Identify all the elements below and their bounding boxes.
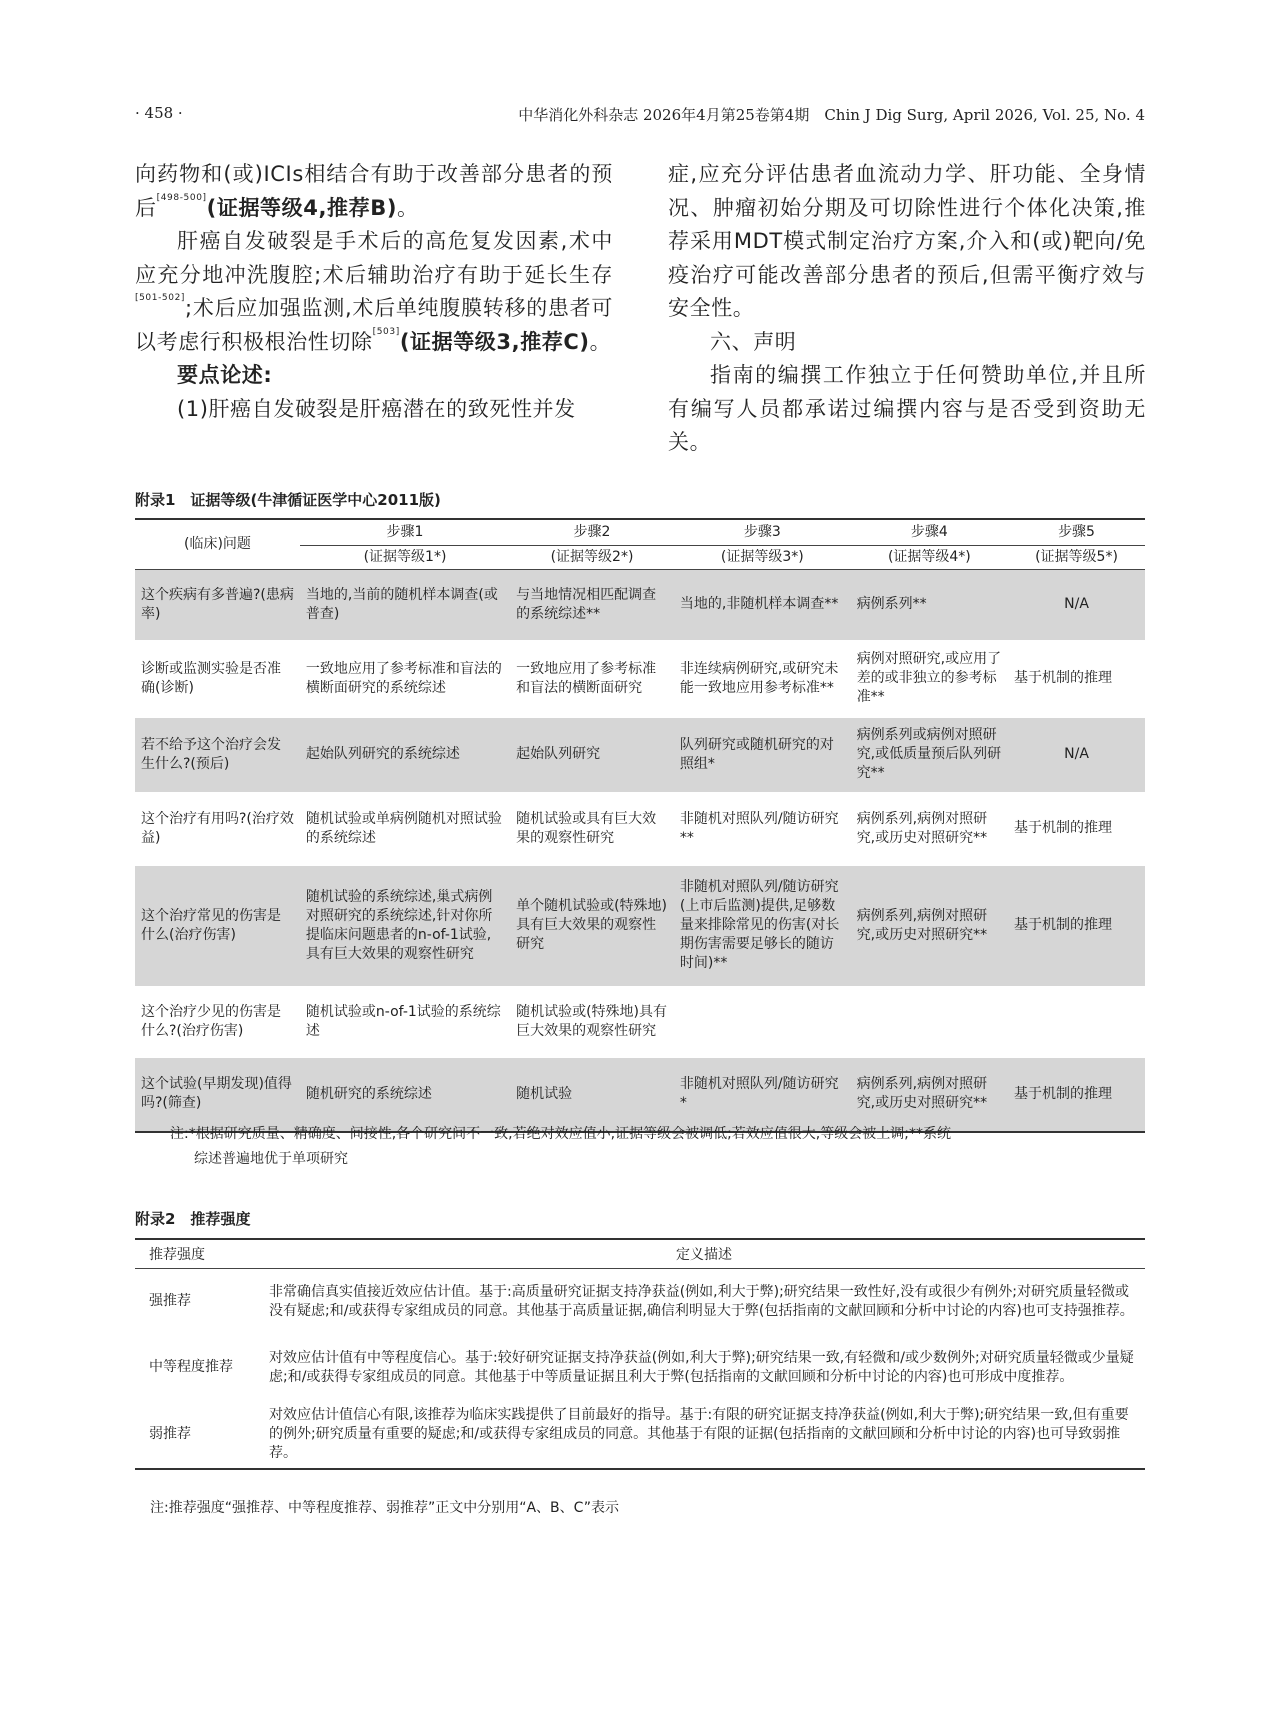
punctuation: 。 [589, 329, 612, 354]
cell-step3: 队列研究或随机研究的对照组* [674, 718, 851, 792]
table2-note: 注:推荐强度“强推荐、中等程度推荐、弱推荐”正文中分别用“A、B、C”表示 [150, 1500, 619, 1516]
cell-step5: 基于机制的推理 [1014, 820, 1113, 836]
cell-question: 这个疾病有多普遍?(患病率) [135, 570, 300, 640]
table-row [135, 792, 1145, 866]
recommendation-strength-table [135, 1238, 1145, 1470]
table-row [135, 1058, 1145, 1132]
left-text-column [135, 158, 613, 426]
cell-step3: 非随机对照队列/随访研究** [679, 810, 839, 846]
cell-step4: 病例系列,病例对照研究,或历史对照研究** [851, 866, 1008, 986]
header-step: 步骤4 [851, 519, 1008, 546]
paragraph [135, 158, 613, 225]
cell-definition: 对效应估计值信心有限,该推荐为临床实践提供了目前最好的指导。基于:有限的研究证据支持净获益(例如,利大于弊);研究结果一致,但有重要的例外;研究质量有重要的疑虑;和/或获得专家组成员的同意。其他基于有限的证据(包括指南的文献回顾和分析中讨论的内容)也可导致弱推荐。 [269, 1406, 1129, 1461]
cell-question: 诊断或监测实验是否准确(诊断) [141, 660, 281, 696]
cell-strength: 强推荐 [149, 1293, 191, 1310]
cell-question: 若不给予这个治疗会发生什么?(预后) [135, 718, 300, 792]
paragraph: (1)肝癌自发破裂是肝癌潜在的致死性并发 [177, 396, 576, 421]
cell-step2: 随机试验或(特殊地)具有巨大效果的观察性研究 [516, 1003, 668, 1039]
paragraph-text: ;术后应加强监测,术后单纯腹膜转移的患者可以考虑行积极根治性切除 [135, 296, 613, 354]
note-line: 综述普遍地优于单项研究 [194, 1151, 348, 1167]
cell-step5 [1008, 986, 1145, 1058]
cell-step1: 随机试验或n-of-1试验的系统综述 [305, 1003, 501, 1039]
evidence-level: (证据等级3,推荐C) [399, 329, 590, 354]
cell-step4 [851, 986, 1008, 1058]
section-heading: 六、声明 [710, 329, 797, 354]
header-level: (证据等级1*) [300, 546, 510, 570]
paragraph [135, 225, 613, 359]
cell-step4: 病例系列,病例对照研究,或历史对照研究** [856, 810, 988, 846]
table-row [135, 640, 1145, 718]
cell-step2: 一致地应用了参考标准和盲法的横断面研究 [516, 660, 657, 696]
note-line: 注:*根据研究质量、精确度、间接性,各个研究间不一致,若绝对效应值小,证据等级会被调低;若效应值很大,等级会被上调;**系统 [170, 1126, 951, 1142]
cell-step2: 随机试验或具有巨大效果的观察性研究 [516, 810, 657, 846]
cell-step2: 与当地情况相匹配调查的系统综述** [510, 570, 674, 640]
table-row [135, 866, 1145, 986]
header-step: 步骤1 [300, 519, 510, 546]
right-text-column [668, 158, 1146, 460]
cell-step2: 起始队列研究 [510, 718, 674, 792]
header-level: (证据等级2*) [510, 546, 674, 570]
cell-strength: 中等程度推荐 [149, 1359, 233, 1375]
header-level: (证据等级3*) [674, 546, 851, 570]
cell-step4: 病例系列,病例对照研究,或历史对照研究** [851, 1058, 1008, 1132]
header-definition: 定义描述 [263, 1239, 1145, 1269]
cell-step3 [674, 986, 851, 1058]
table-row [135, 1401, 1145, 1469]
cell-definition: 非常确信真实值接近效应估计值。基于:高质量研究证据支持净获益(例如,利大于弊);研究结果一致性好,没有或很少有例外;对研究质量轻微或没有疑虑;和/或获得专家组成员的同意。其他基于高质量证据,确信利明显大于弊(包括指南的文献回顾和分析中讨论的内容)也可支持强推荐。 [269, 1283, 1134, 1319]
header-question: (临床)问题 [135, 519, 300, 570]
cell-step5: 基于机制的推理 [1008, 1058, 1145, 1132]
running-header [135, 104, 1145, 126]
cell-step1: 起始队列研究的系统综述 [300, 718, 510, 792]
header-step: 步骤3 [674, 519, 851, 546]
punctuation: 。 [397, 195, 419, 220]
cell-step5: N/A [1008, 570, 1145, 640]
cell-step1: 当地的,当前的随机样本调查(或普查) [300, 570, 510, 640]
cell-question: 这个治疗少见的伤害是什么?(治疗伤害) [141, 1003, 281, 1039]
table-row [135, 1335, 1145, 1401]
cell-step2: 随机试验 [510, 1058, 674, 1132]
cell-step4: 病例对照研究,或应用了差的或非独立的参考标准** [856, 651, 1002, 705]
cell-step2: 单个随机试验或(特殊地)具有巨大效果的观察性研究 [510, 866, 674, 986]
page-number: · 458 · [135, 104, 183, 122]
cell-question: 这个试验(早期发现)值得吗?(筛查) [135, 1058, 300, 1132]
table2-title: 附录2 推荐强度 [135, 1210, 251, 1228]
header-level: (证据等级5*) [1008, 546, 1145, 570]
cell-step4: 病例系列** [851, 570, 1008, 640]
cell-step1: 随机研究的系统综述 [300, 1058, 510, 1132]
paragraph-text: 向药物和(或)ICIs相结合有助于改善部分患者的预后 [135, 162, 613, 220]
cell-definition: 对效应估计值有中等程度信心。基于:较好研究证据支持净获益(例如,利大于弊);研究结果一致,有轻微和/或少数例外;对研究质量轻微或少量疑虑;和/或获得专家组成员的同意。其他基于中等质量证据且利大于弊(包括指南的文献回顾和分析中讨论的内容)也可形成中度推荐。 [269, 1349, 1134, 1385]
cell-step1: 随机试验或单病例随机对照试验的系统综述 [305, 810, 502, 846]
cell-step1: 一致地应用了参考标准和盲法的横断面研究的系统综述 [305, 660, 502, 696]
cell-question: 这个治疗常见的伤害是什么(治疗伤害) [135, 866, 300, 986]
cell-step3: 非连续病例研究,或研究未能一致地应用参考标准** [679, 660, 839, 696]
cell-step3: 非随机对照队列/随访研究* [674, 1058, 851, 1132]
journal-citation: 中华消化外科杂志 2026年4月第25卷第4期 Chin J Dig Surg, April 2026, Vol. 25, No. 4 [518, 106, 1145, 124]
cell-step1: 随机试验的系统综述,巢式病例对照研究的系统综述,针对你所提临床问题患者的n-of-1试验,具有巨大效果的观察性研究 [300, 866, 510, 986]
cell-step5: N/A [1008, 718, 1145, 792]
paragraph-text: 肝癌自发破裂是手术后的高危复发因素,术中应充分地冲洗腹腔;术后辅助治疗有助于延长生存 [135, 229, 613, 287]
evidence-level-table [135, 518, 1145, 1133]
header-strength: 推荐强度 [135, 1239, 263, 1269]
citation-ref: [503] [372, 326, 400, 337]
paragraph: 指南的编撰工作独立于任何赞助单位,并且所有编写人员都承诺过编撰内容与是否受到资助无关。 [668, 363, 1146, 454]
cell-step3: 非随机对照队列/随访研究(上市后监测)提供,足够数量来排除常见的伤害(对长期伤害需要足够长的随访时间)** [674, 866, 851, 986]
table-row [135, 570, 1145, 640]
table-row [135, 718, 1145, 792]
cell-step4: 病例系列或病例对照研究,或低质量预后队列研究** [851, 718, 1008, 792]
cell-step5: 基于机制的推理 [1008, 866, 1145, 986]
citation-ref: [501-502] [135, 293, 186, 303]
citation-ref: [498-500] [156, 192, 207, 203]
cell-step3: 当地的,非随机样本调查** [674, 570, 851, 640]
header-step: 步骤2 [510, 519, 674, 546]
table-row [135, 986, 1145, 1058]
table1-note [170, 1122, 1145, 1172]
cell-question: 这个治疗有用吗?(治疗效益) [141, 810, 294, 846]
header-level: (证据等级4*) [851, 546, 1008, 570]
table1-title: 附录1 证据等级(牛津循证医学中心2011版) [135, 491, 441, 509]
cell-strength: 弱推荐 [149, 1425, 191, 1442]
section-heading: 要点论述: [177, 363, 273, 387]
header-step: 步骤5 [1008, 519, 1145, 546]
paragraph: 症,应充分评估患者血流动力学、肝功能、全身情况、肿瘤初始分期及可切除性进行个体化决策,推荐采用MDT模式制定治疗方案,介入和(或)靶向/免疫治疗可能改善部分患者的预后,但需平衡疗效与安全性。 [668, 162, 1146, 320]
cell-step5: 基于机制的推理 [1014, 670, 1113, 686]
table-row [135, 1269, 1145, 1335]
evidence-level: (证据等级4,推荐B) [206, 195, 398, 220]
